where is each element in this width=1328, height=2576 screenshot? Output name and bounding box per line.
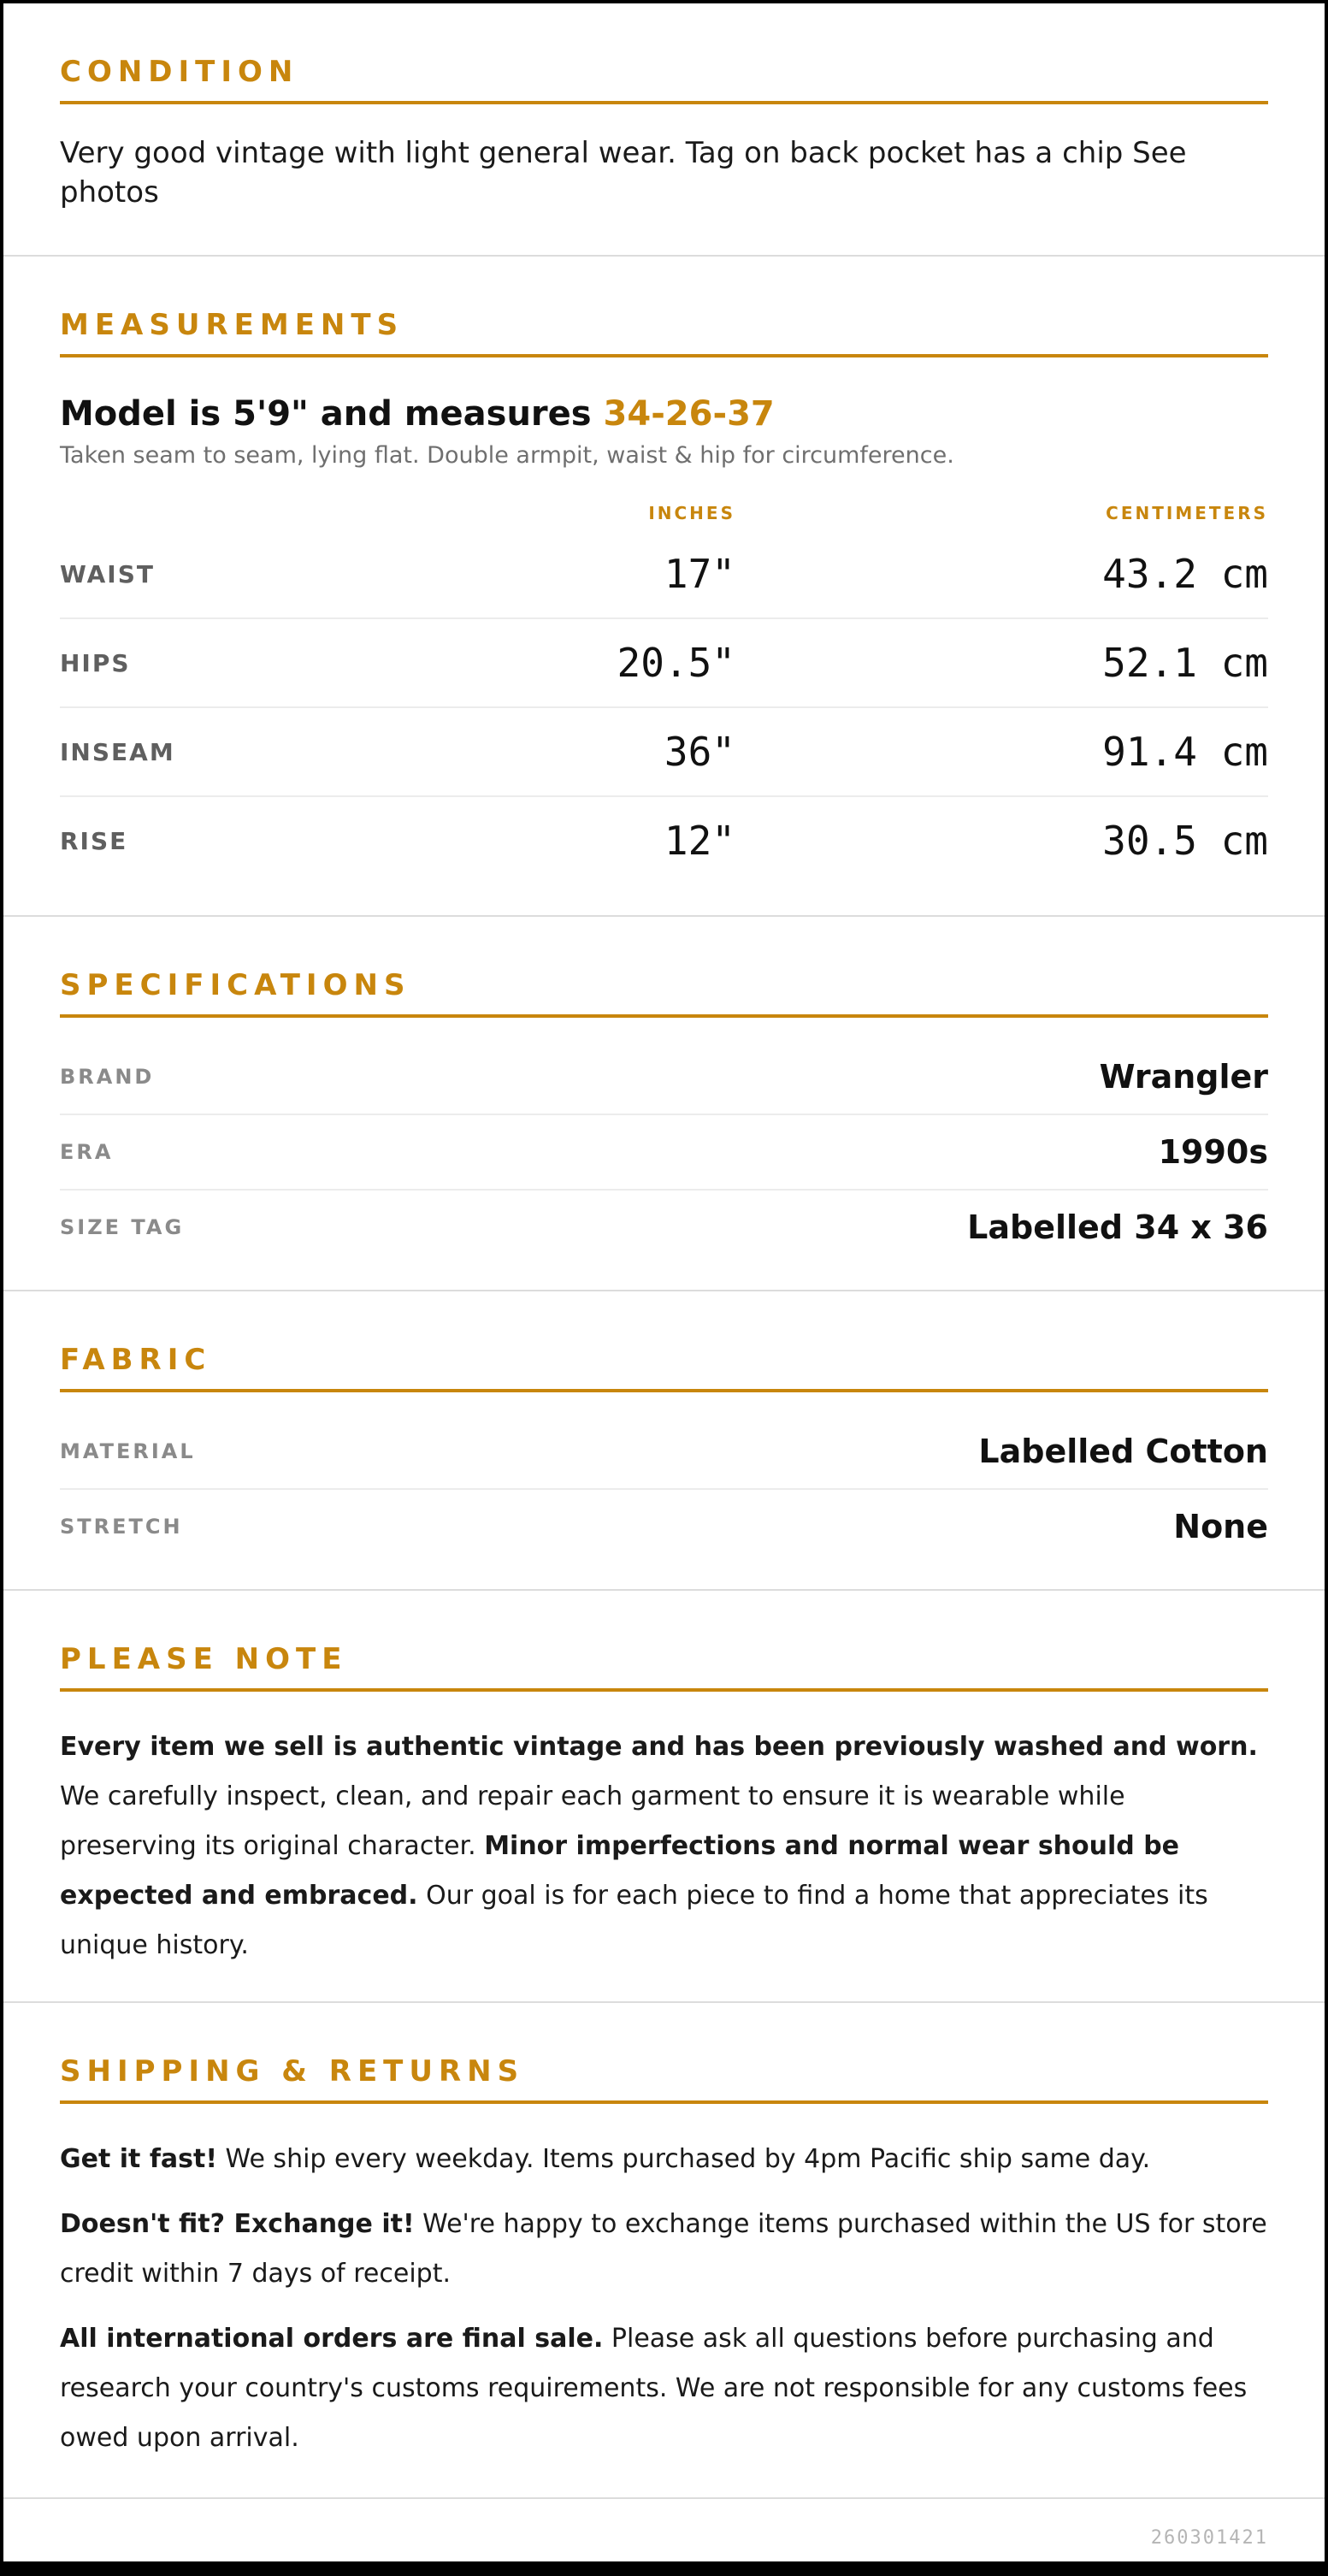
condition-title: CONDITION bbox=[60, 55, 1268, 104]
product-details-page bbox=[3, 3, 1325, 2561]
fabric-key: STRETCH bbox=[60, 1515, 183, 1539]
spec-key: SIZE TAG bbox=[60, 1215, 185, 1239]
note-bold-2: Minor imperfections and normal wear should be expected and embraced. bbox=[60, 1831, 1180, 1911]
inches-column-header: INCHES bbox=[648, 503, 735, 523]
measurement-table bbox=[60, 530, 1268, 884]
measurement-cm: 43.2 cm bbox=[1102, 551, 1268, 597]
fabric-value: Labelled Cotton bbox=[978, 1433, 1268, 1470]
measurement-label: WAIST bbox=[60, 559, 155, 588]
measurement-inches: 20.5" bbox=[617, 640, 735, 686]
measurement-label: RISE bbox=[60, 826, 128, 855]
shipping-text: We're happy to exchange items purchased within the US for store credit within 7 days of receipt. bbox=[60, 2209, 1267, 2289]
list-item bbox=[60, 1115, 1268, 1191]
shipping-title: SHIPPING & RETURNS bbox=[60, 2054, 1268, 2104]
shipping-text: Please ask all questions before purchasing and research your country's customs requirements. We are not responsible for any customs fees owed upon arrival. bbox=[60, 2324, 1248, 2453]
measurement-cm: 91.4 cm bbox=[1102, 729, 1268, 775]
shipping-bold: Doesn't fit? Exchange it! bbox=[60, 2209, 415, 2239]
fabric-title: FABRIC bbox=[60, 1343, 1268, 1392]
specifications-list bbox=[60, 1040, 1268, 1264]
measurement-inches: 36" bbox=[664, 729, 735, 775]
measurement-cm: 52.1 cm bbox=[1102, 640, 1268, 686]
model-figures: 34-26-37 bbox=[603, 394, 775, 434]
note-text-1: We carefully inspect, clean, and repair each garment to ensure it is wearable while preserving its original character. bbox=[60, 1781, 1125, 1861]
list-item bbox=[60, 1490, 1268, 1563]
specifications-title: SPECIFICATIONS bbox=[60, 968, 1268, 1018]
list-item bbox=[60, 1040, 1268, 1115]
condition-text: Very good vintage with light general wear. Tag on back pocket has a chip See photos bbox=[60, 136, 1187, 210]
shipping-paragraph bbox=[60, 2200, 1268, 2299]
fabric-value: None bbox=[1173, 1508, 1268, 1545]
please-note-section bbox=[3, 1591, 1325, 2003]
shipping-paragraph bbox=[60, 2135, 1268, 2184]
measurement-label: HIPS bbox=[60, 648, 131, 677]
shipping-bold: Get it fast! bbox=[60, 2144, 217, 2174]
measurements-section bbox=[3, 257, 1325, 917]
note-bold-1: Every item we sell is authentic vintage and has been previously washed and worn. bbox=[60, 1732, 1258, 1762]
table-row bbox=[60, 797, 1268, 884]
measurements-title: MEASUREMENTS bbox=[60, 308, 1268, 357]
spec-value: 1990s bbox=[1158, 1133, 1268, 1171]
specifications-section bbox=[3, 917, 1325, 1291]
condition-section bbox=[3, 3, 1325, 257]
measurement-table-header bbox=[60, 498, 1268, 529]
fabric-key: MATERIAL bbox=[60, 1439, 196, 1463]
spec-value: Wrangler bbox=[1099, 1058, 1268, 1096]
table-row bbox=[60, 530, 1268, 619]
table-row bbox=[60, 708, 1268, 797]
model-measure-line bbox=[60, 393, 1268, 434]
fabric-list bbox=[60, 1415, 1268, 1563]
please-note-text bbox=[60, 1722, 1268, 1970]
list-item bbox=[60, 1191, 1268, 1264]
fabric-section bbox=[3, 1291, 1325, 1591]
measurement-note: Taken seam to seam, lying flat. Double armpit, waist & hip for circumference. bbox=[60, 442, 954, 469]
shipping-text: We ship every weekday. Items purchased by 4pm Pacific ship same day. bbox=[217, 2144, 1151, 2174]
table-row bbox=[60, 619, 1268, 708]
shipping-bold: All international orders are final sale. bbox=[60, 2324, 604, 2354]
note-text-2: Our goal is for each piece to find a home that appreciates its unique history. bbox=[60, 1881, 1208, 1960]
shipping-section bbox=[3, 2003, 1325, 2499]
spec-value: Labelled 34 x 36 bbox=[967, 1208, 1268, 1246]
spec-key: ERA bbox=[60, 1140, 114, 1164]
measurement-cm: 30.5 cm bbox=[1102, 818, 1268, 864]
list-item bbox=[60, 1415, 1268, 1490]
centimeters-column-header: CENTIMETERS bbox=[1106, 503, 1268, 523]
measurement-label: INSEAM bbox=[60, 737, 175, 766]
shipping-content bbox=[60, 2135, 1268, 2463]
measurement-inches: 17" bbox=[664, 551, 735, 597]
please-note-title: PLEASE NOTE bbox=[60, 1642, 1268, 1692]
product-id: 260301421 bbox=[1150, 2526, 1268, 2549]
measurement-inches: 12" bbox=[664, 818, 735, 864]
spec-key: BRAND bbox=[60, 1065, 155, 1089]
shipping-paragraph bbox=[60, 2314, 1268, 2463]
model-prefix: Model is 5'9" and measures bbox=[60, 394, 592, 434]
